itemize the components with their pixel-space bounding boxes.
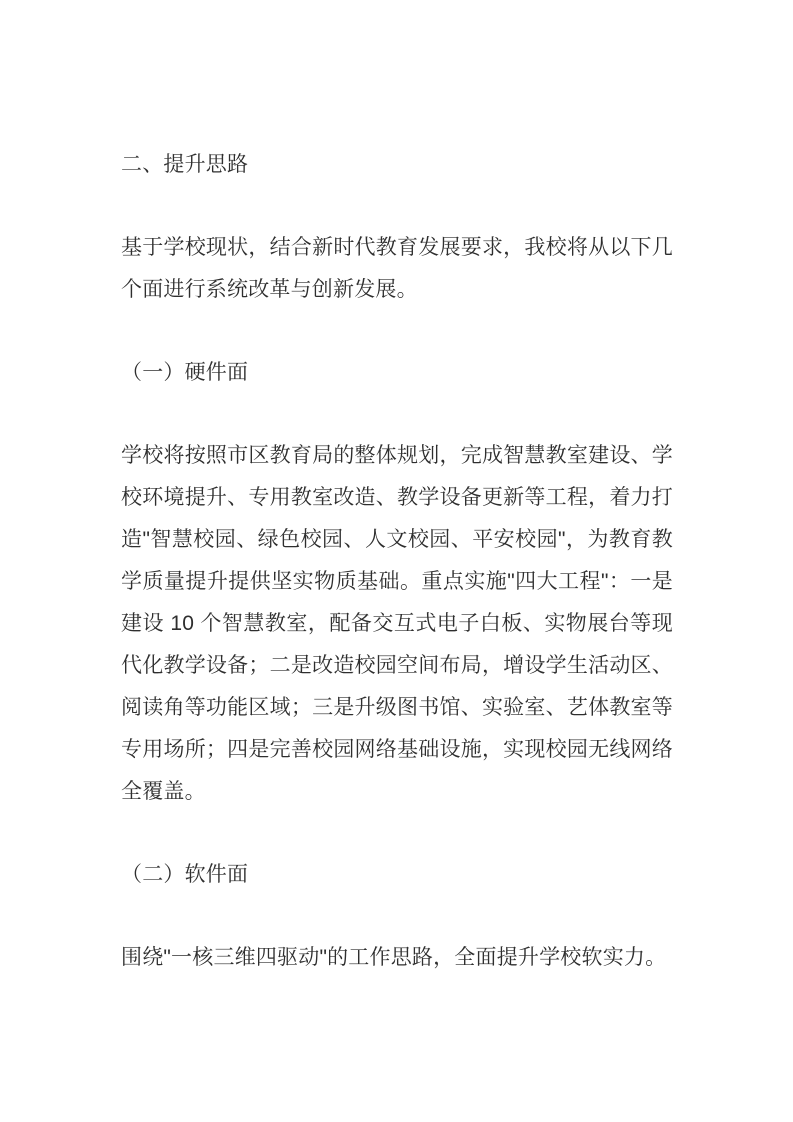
intro-paragraph: 基于学校现状，结合新时代教育发展要求，我校将从以下几个面进行系统改革与创新发展。 xyxy=(121,236,673,301)
section-heading-promotion-ideas: 二、提升思路 xyxy=(121,153,249,176)
subsection-heading-hardware: （一）硬件面 xyxy=(121,361,249,384)
subsection-heading-software: （二）软件面 xyxy=(121,863,249,886)
hardware-paragraph: 学校将按照市区教育局的整体规划，完成智慧教室建设、学校环境提升、专用教室改造、教学设备更新等工程，着力打造"智慧校园、绿色校园、人文校园、平安校园"，为教育教学质量提升提供坚实物质基础。重点实施"四大工程"：一是建设 10 个智慧教室，配备交互式电子白板、实物展台等现代化教学设备；二是改造校园空间布局，增设学生活动区、阅读角等功能区域；三是升级图书馆、实验室、艺体教室等专用场所；四是完善校园网络基础设施，实现校园无线网络全覆盖。 xyxy=(121,444,673,803)
software-paragraph: 围绕"一核三维四驱动"的工作思路，全面提升学校软实力。 xyxy=(121,946,667,969)
